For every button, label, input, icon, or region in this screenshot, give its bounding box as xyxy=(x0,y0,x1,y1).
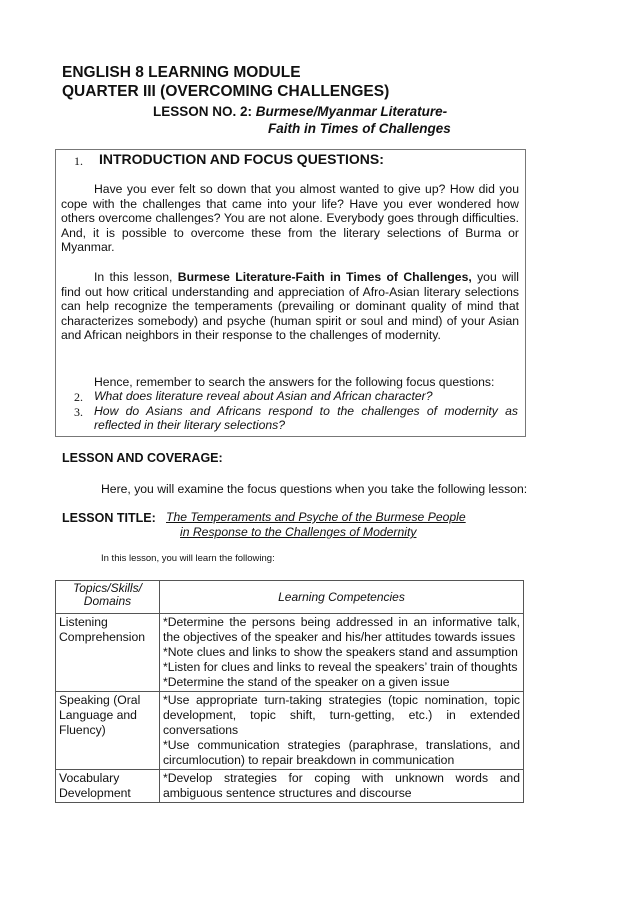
learn-intro: In this lesson, you will learn the following: xyxy=(101,553,275,564)
competency-cell: *Develop strategies for coping with unknown words and ambiguous sentence structures and discourse xyxy=(159,770,523,803)
coverage-heading: LESSON AND COVERAGE: xyxy=(62,451,223,465)
lesson-number xyxy=(153,103,447,120)
intro-number: 1. xyxy=(74,154,83,168)
coverage-text: Here, you will examine the focus questions when you take the following lesson: xyxy=(101,482,528,496)
intro-para-2: In this lesson, Burmese Literature-Faith in Times of Challenges, you will find out how critical understanding and appreciation of Afro-Asian literary selections can help recognize the temperaments (prevailing or dominant quality of mind that characterizes somebody) and psyche (human spirit or soul and mind) of your Asian and African neighbors in their response to the challenges of modernity. xyxy=(61,270,519,342)
competency-cell: *Use appropriate turn-taking strategies (topic nomination, topic development, topic shift, turn-getting, etc.) in extended conversations *Use communication strategies (paraphrase, translations, and circumlocution) to repair breakdown in communication xyxy=(159,692,523,770)
module-title: ENGLISH 8 LEARNING MODULE xyxy=(62,64,301,81)
question-1: What does literature reveal about Asian and African character? xyxy=(94,389,433,403)
intro-para-1: Have you ever felt so down that you almost wanted to give up? How did you cope with the challenges that came into your life? Have you ever wondered how others overcome challenges? You are not alone. Everybody goes through difficulties. And, it is possible to overcome these from the literary selections of Burma or Myanmar. xyxy=(61,182,519,254)
table-row xyxy=(56,692,524,770)
col-topics-header: Topics/Skills/ Domains xyxy=(56,581,160,614)
lesson-title-line-2: in Response to the Challenges of Modernity xyxy=(180,525,417,539)
topic-cell: Listening Comprehension xyxy=(56,614,160,692)
lesson-title-line-1: The Temperaments and Psyche of the Burmese People xyxy=(166,510,466,524)
topic-cell: Speaking (Oral Language and Fluency) xyxy=(56,692,160,770)
table-header-row xyxy=(56,581,524,614)
intro-heading: INTRODUCTION AND FOCUS QUESTIONS: xyxy=(99,151,384,167)
lesson-prefix: LESSON NO. 2: xyxy=(153,104,253,119)
question-2: How do Asians and Africans respond to the challenges of modernity as reflected in their literary selections? xyxy=(94,404,518,432)
question-1-number: 2. xyxy=(74,390,83,404)
lesson-name-bold: Burmese Literature-Faith in Times of Challenges, xyxy=(177,270,472,284)
table-row xyxy=(56,614,524,692)
lesson-title-line1: Burmese/Myanmar Literature- xyxy=(255,104,448,119)
lesson-title-label: LESSON TITLE: xyxy=(62,511,156,525)
quarter-title: QUARTER III (OVERCOMING CHALLENGES) xyxy=(62,83,390,100)
col-competencies-header: Learning Competencies xyxy=(159,581,523,614)
question-2-number: 3. xyxy=(74,405,83,419)
intro-para-3: Hence, remember to search the answers for the following focus questions: xyxy=(94,375,495,389)
competency-table xyxy=(55,580,524,803)
lesson-title-line2: Faith in Times of Challenges xyxy=(268,121,451,136)
competency-cell: *Determine the persons being addressed in an informative talk, the objectives of the speaker and his/her attitudes towards issues *Note clues and links to show the speakers stand and assumption *Listen for clues and links to reveal the speakers’ train of thoughts *Determine the stand of the speaker on a given issue xyxy=(159,614,523,692)
table-row xyxy=(56,770,524,803)
topic-cell: Vocabulary Development xyxy=(56,770,160,803)
